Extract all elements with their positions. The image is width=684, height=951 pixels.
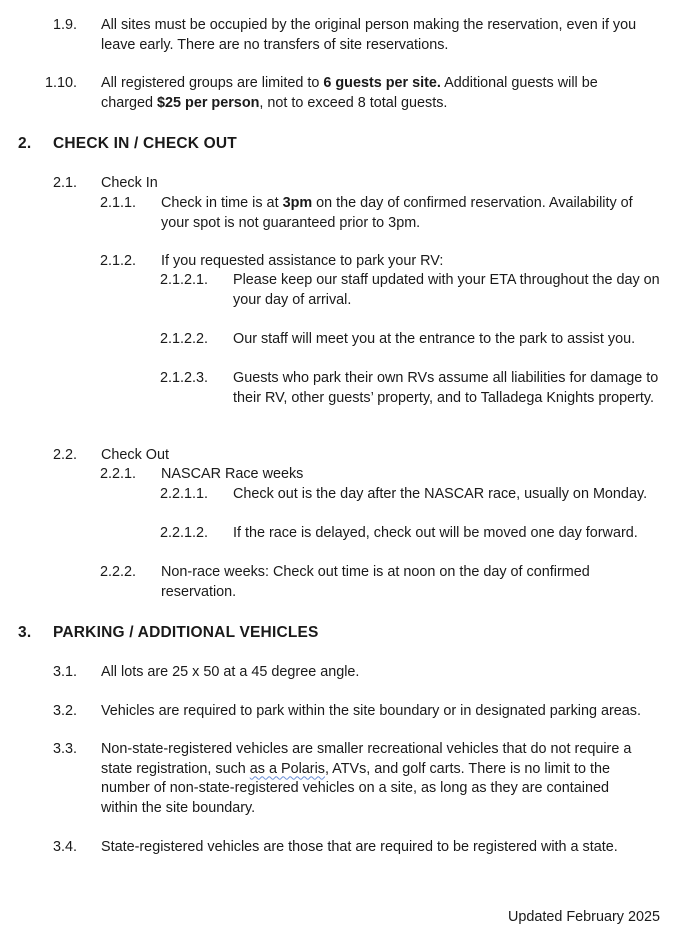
- item-text: All lots are 25 x 50 at a 45 degree angle.: [101, 664, 360, 680]
- item-number: 2.2.1.1.: [160, 486, 209, 502]
- item-text: If you requested assistance to park your RV:: [161, 253, 444, 269]
- item-text: If the race is delayed, check out will be moved one day forward.: [233, 525, 638, 541]
- item-number: 2.1.2.: [100, 253, 137, 269]
- item-number: 1.9.: [53, 17, 78, 33]
- item-text: Check in time is at 3pm on the day of confirmed reservation. Availability of your spot is not guaranteed prior to 3pm.: [161, 195, 633, 231]
- item-number: 2.1.1.: [100, 195, 137, 211]
- item-number: 2.1.: [53, 175, 78, 191]
- item-number: 2.2.2.: [100, 564, 137, 580]
- item-text: Guests who park their own RVs assume all liabilities for damage to their RV, other guests’ property, and to Talladega Knights property.: [233, 370, 659, 406]
- item-text: Check out is the day after the NASCAR race, usually on Monday.: [233, 486, 648, 502]
- item-text: State-registered vehicles are those that are required to be registered with a state.: [101, 839, 618, 855]
- item-number: 3.2.: [53, 703, 78, 719]
- page-footer: Updated February 2025: [507, 909, 660, 925]
- item-text: Our staff will meet you at the entrance to the park to assist you.: [233, 331, 636, 347]
- item-number: 2.1.2.1.: [160, 272, 209, 288]
- item-number: 2.2.: [53, 447, 78, 463]
- spellcheck-underline: as a Polaris: [249, 760, 325, 777]
- section-title: PARKING / ADDITIONAL VEHICLES: [53, 624, 319, 641]
- item-text: NASCAR Race weeks: [161, 466, 304, 482]
- section-number: 2.: [18, 135, 32, 152]
- item-text: Non-race weeks: Check out time is at noon on the day of confirmed reservation.: [161, 564, 590, 600]
- item-number: 3.3.: [53, 741, 78, 757]
- section-title: CHECK IN / CHECK OUT: [53, 135, 237, 152]
- item-text: All registered groups are limited to 6 guests per site. Additional guests will be charged $25 per person, not to exceed 8 total guests.: [101, 75, 598, 111]
- item-text: Non-state-registered vehicles are smaller recreational vehicles that do not require a state registration, such as a Polaris, ATVs, and golf carts. There is no limit to the number of non-state-registered vehicles on a site, as long as they are contained within the site boundary.: [101, 741, 632, 816]
- item-number: 2.1.2.2.: [160, 331, 209, 347]
- item-number: 1.10.: [45, 75, 78, 91]
- section-number: 3.: [18, 624, 32, 641]
- item-text: Vehicles are required to park within the site boundary or in designated parking areas.: [101, 703, 641, 719]
- item-text: Please keep our staff updated with your ETA throughout the day on your day of arrival.: [233, 272, 660, 308]
- item-number: 2.2.1.2.: [160, 525, 209, 541]
- item-text: All sites must be occupied by the original person making the reservation, even if you leave early. There are no transfers of site reservations.: [101, 17, 637, 53]
- item-number: 3.1.: [53, 664, 78, 680]
- item-number: 2.1.2.3.: [160, 370, 209, 386]
- item-number: 2.2.1.: [100, 466, 137, 482]
- item-text: Check In: [101, 175, 158, 191]
- item-text: Check Out: [101, 447, 169, 463]
- item-number: 3.4.: [53, 839, 78, 855]
